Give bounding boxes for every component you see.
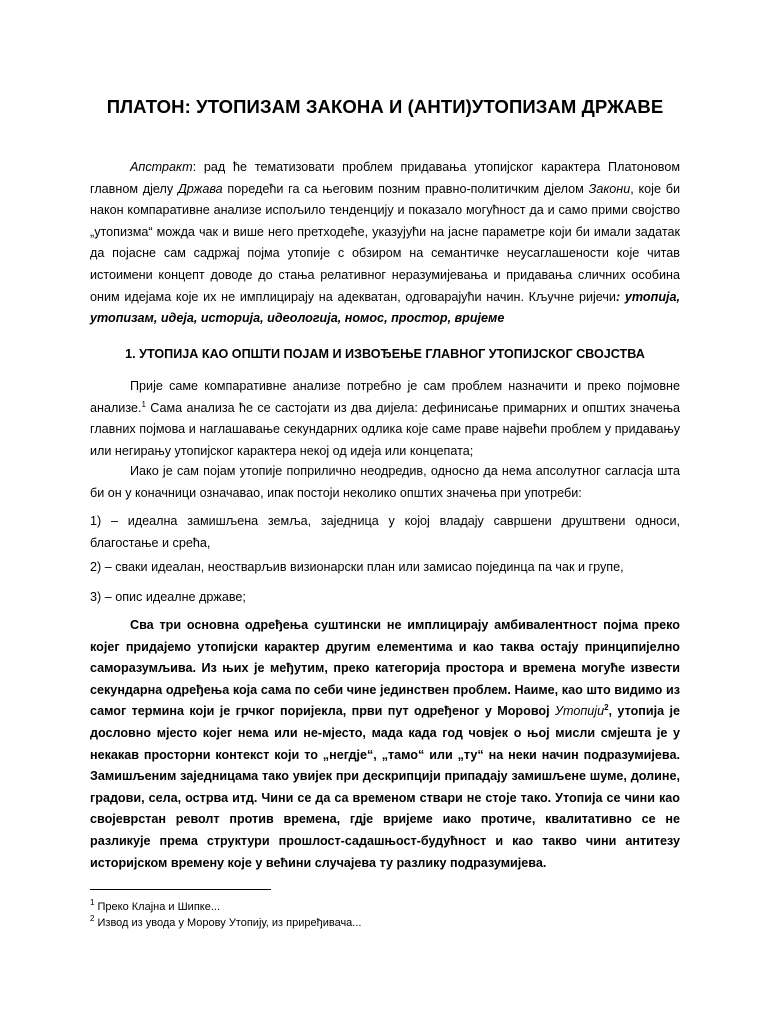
footnote-2 [90,916,680,930]
section-heading: 1. УТОПИЈА КАО ОПШТИ ПОЈАМ И ИЗВОЂЕЊЕ ГЛАВНОГ УТОПИЈСКОГ СВОЈСТВА [125,347,645,361]
body-paragraph-3 [90,615,680,874]
abstract-paragraph [90,157,680,330]
body-paragraph-1 [90,376,680,462]
footnote-divider [90,889,271,890]
body-text: Сва три основна одређења суштински не имплицирају амбивалентност појма преко којег придајемо утопијски карактер другим елементима и као таква остају принципијелно саморазумљива. Из њих је међутим, преко категорија простора и времена могуће извести секундарна одређења која сама по себи чине јединствен проблем. Наиме, као што видимо из самог термина који је грчког поријекла, први пут одређеног у Моровој [90,618,680,719]
footnote-mark: 1 [90,898,95,907]
footnote-text: Преко Клајна и Шипке... [94,901,221,913]
work-title-zakoni: Закони [588,181,631,196]
document-title: ПЛАТОН: УТОПИЗАМ ЗАКОНА И (АНТИ)УТОПИЗАМ ДРЖАВЕ [106,96,664,117]
footnote-ref-1[interactable]: 1 [141,399,146,409]
body-text: Прије саме компаративне анализе потребно је сам проблем назначити и преко појмовне анализе. [90,379,680,415]
footnote-text: Извод из увода у Морову Утопију, из приређивача... [94,917,362,929]
keywords-label: Кључне ријечи [528,289,616,304]
keywords: : утопија, утопизам, идеја, историја, идеологија, номос, простор, вријеме [90,289,681,326]
list-item-1: 1) – идеална замишљена земља, заједница у којој владају савршени друштвени односи, благостање и срећа, [90,514,680,550]
abstract-text: : рад ће тематизовати проблем придавања утопијског карактера Платоновом главном дјелу [90,160,680,196]
list-item-3: 3) – опис идеалне државе; [90,590,246,604]
footnote-1 [90,900,680,914]
work-title-utopija: Утопији [554,704,605,719]
abstract-text: , које би након компаративне анализе испољило тенденцију и показало могућност да и само прими својство „утопизма“ можда чак и више него претходеће, указујући на јасне параметре који би имали задатак да појасне сам садржај појма утопије с обзиром на семантичке неусаглашености које читав истоимени концепт доводе до стања релативног неразумијевања и придавања сличних особина оним идејама које их не имплицирају на адекватан, одговарајући начин. [90,181,681,304]
body-paragraph-2: Иако је сам појам утопије поприлично неодредив, односно да нема апсолутног сагласја шта би он у коначници означавао, ипак постоји неколико општих значења при употреби: [90,464,680,500]
body-text: , утопија је дословно мјесто којег нема или не-мјесто, мада када год човјек о њој мисли смјешта је у некакав просторни контекст који то „негдје“, „тамо“ или „ту“ на неки начин подразумијева. Замишљеним заједницама тако увијек при дескрипцији припадају замишљене шуме, долине, градови, села, острва итд. Чини се да са временом ствари не стоје тако. Утопија се чини као својеврстан револт против времена, гдје вријеме иако протиче, квалитативно се не разликује према структури прошлост-садашњост-будућност и као такво чини антитезу историјском времену које у већини случајева ту разлику подразумијева. [90,704,680,870]
work-title-drzava: Држава [177,181,223,196]
abstract-label: Апстракт [130,160,193,174]
body-text: Сама анализа ће се састојати из два дијела: дефинисање примарних и општих значења главних појмова и наглашавање секундарних одлика које саме праве највећи проблем у придавању или негирању утопијског карактера некој од идеја или концепата; [90,400,680,458]
abstract-text: поредећи га са његовим позним правно-политичким дјелом [222,181,589,196]
footnote-ref-2[interactable]: 2 [604,703,609,713]
footnote-mark: 2 [90,914,95,923]
list-item-2: 2) – сваки идеалан, неоствар‌љив визионарски план или замисао појединца па чак и групе, [90,560,624,574]
